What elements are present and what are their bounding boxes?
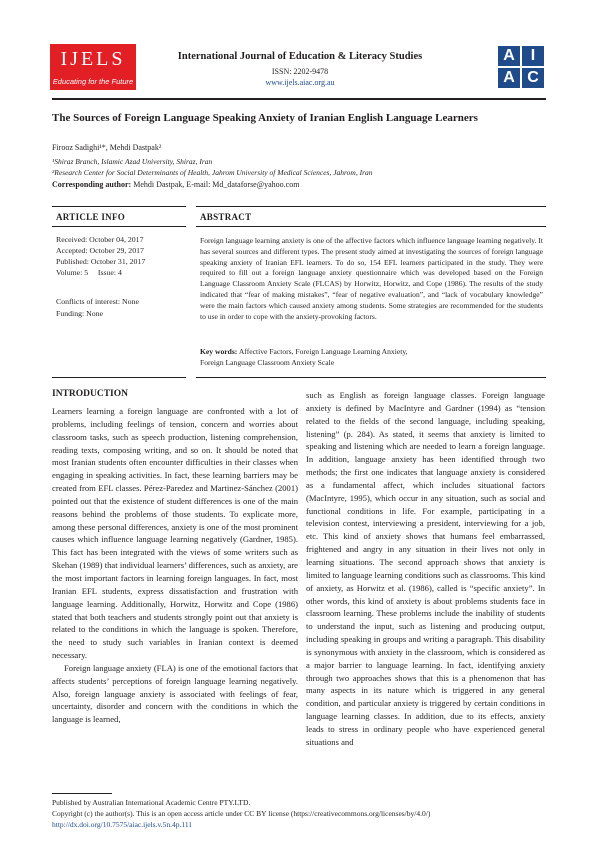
footer-doi-link[interactable]: http://dx.doi.org/10.7575/aiac.ijels.v.5n.4p.111 — [52, 820, 193, 829]
aiac-logo — [498, 46, 546, 90]
body-column-left — [52, 405, 298, 726]
volume-issue: Volume: 5 Issue: 4 — [56, 268, 122, 277]
footer-copyright: Copyright (c) the author(s). This is an open access article under CC BY license (https://creativecommons.org/licenses/by/4.0/) — [52, 809, 431, 818]
info-rule-top — [52, 206, 186, 207]
aiac-logo-letter: C — [522, 68, 544, 88]
keywords-line-2: Foreign Language Classroom Anxiety Scale — [200, 357, 335, 367]
info-rule-bottom — [52, 377, 186, 378]
footer-rule — [52, 793, 112, 794]
paper-title: The Sources of Foreign Language Speaking Anxiety of Iranian English Language Learners — [52, 112, 478, 124]
aiac-logo-letter: I — [522, 46, 544, 66]
abstract-text: Foreign language learning anxiety is one of the affective factors which influence language learning negatively. It has several sources and different types. The present study aimed at investigating the sources of foreign language speaking anxiety of Iranian EFL learners. To do so, 154 EFL learners participated in the study. They were required to fill out a foreign language anxiety questionnaire which was developed based on the Foreign Language Classroom Anxiety Scale (FLCAS) by Horwitz, Horwitz, and Cope (1986). The results of the study indicated that “fear of making mistakes”, “fear of negative evaluation”, and “lack of vocabulary knowledge” were the main factors which caused anxiety among students. Some strategies are recommended for the students to use in order to cope with the anxiety-provoking factors. — [200, 236, 543, 321]
abstract-rule-bottom — [196, 377, 546, 378]
info-rule-mid — [52, 226, 186, 227]
footer-publisher: Published by Australian International Academic Centre PTY.LTD. — [52, 798, 251, 807]
abstract-rule-top — [196, 206, 546, 207]
keywords-line-1: Affective Factors, Foreign Language Learning Anxiety, — [237, 347, 408, 356]
received-date: Received: October 04, 2017 — [56, 235, 144, 244]
keywords-label: Key words: — [200, 347, 238, 356]
funding: Funding: None — [56, 309, 103, 318]
body-column-right — [306, 389, 545, 749]
header-divider — [52, 98, 546, 100]
affiliation-1: ¹Shiraz Branch, Islamic Azad University, Shiraz, Iran — [52, 157, 213, 166]
abstract-heading: ABSTRACT — [200, 212, 252, 222]
affiliation-2: ²Research Center for Social Determinants of Health, Jahrom University of Medical Sciences, Jahrom, Iran — [52, 168, 373, 177]
aiac-logo-letter: A — [498, 46, 520, 66]
aiac-logo-letter: A — [498, 68, 520, 88]
article-info-heading: ARTICLE INFO — [56, 212, 126, 222]
published-date: Published: October 31, 2017 — [56, 257, 146, 266]
body-paragraph: Learners learning a foreign language are confronted with a lot of problems, including feelings of tension, concern and worries about classroom tasks, such as speech production, listening comprehension, reading texts, composing writing, and so on. It should be noted that most Iranian students often encounter difficulties in their classes when engaging in speaking activities. In fact, these learning barriers may be created from EFL classes. Pérez-Paredez and Martinez-Sánchez (2001) pointed out that the existence of student differences is one of the main reasons behind the problems of those students. To explicate more, among these personal differences, anxiety is one of the most prominent causes which influence language learning negatively (Gardner, 1985). This fact has been integrated with the views of some writers such as Skehan (1989) that individual learners’ differences, such as anxiety, are the most important factors in learning foreign languages. In fact, most Iranian EFL students, express dissatisfaction and frustration with language learning. Additionally, Horwitz, Horwitz and Cope (1986) stated that both teachers and students strongly point out that anxiety is related to the conditions in which the language is spoken. Therefore, the need to study such variables in Iranian context is deemed necessary. — [52, 406, 298, 661]
conflicts-of-interest: Conflicts of interest: None — [56, 297, 139, 306]
corresponding-author — [52, 180, 299, 189]
journal-website-link[interactable]: www.ijels.aiac.org.au — [265, 78, 335, 87]
body-paragraph: Foreign language anxiety (FLA) is one of the emotional factors that affects students’ perceptions of foreign language learning negatively. Also, foreign language anxiety is associated with feelings of fear, uncertainty, disorder and concern with the conditions in which the language is learned, — [52, 662, 298, 725]
introduction-heading: INTRODUCTION — [52, 389, 129, 399]
accepted-date: Accepted: October 29, 2017 — [56, 246, 144, 255]
corresponding-author-label: Corresponding author: — [52, 180, 132, 189]
body-paragraph: such as English as foreign language classes. Foreign language anxiety is defined by MacIntyre and Gardner (1994) as “tension related to the fields of the second language, including speaking, listening” (p. 284). As stated, it seems that anxiety is limited to speaking and listening which are needed to learn a foreign language. In addition, language anxiety has been identified through two methods; the first one indicates that language anxiety is considered as a fundamental affect, which includes situational factors (MacIntyre, 1995), which occur in any situation, such as social and functional conditions in life. For example, participating in a television contest, interviewing a president, interviewing for a job, etc. This kind of anxiety shows that humans feel embarrassed, frightened and angry in any situation in their lives not only in learning situations. The second approach shows that anxiety is limited to language learning conditions such as classrooms. This kind of anxiety, as Horwitz et al. (1986), called is “specific anxiety”. In other words, this kind of anxiety is about problems students face in classroom learning. These problems include the inability of students to understand the input, such as listening and producing output, including speaking in groups and writing a paragraph. This disability is synonymous with anxiety in the classroom, which is considered as a major barrier to language learning. In fact, identifying anxiety through two approaches shows that this is a phenomenon that has many aspects in its nature which is triggered in any general condition, and particular anxiety is triggered by certain conditions in language learning classes. In addition, due to its effects, anxiety leads to stress in ordinary people who have experienced general situations and — [306, 390, 545, 747]
ijels-logo-text: IJELS — [60, 48, 126, 70]
issn: ISSN: 2202-9478 — [271, 67, 329, 76]
corresponding-author-value: Mehdi Dastpak, E-mail: Md_dataforse@yahoo.com — [131, 180, 300, 189]
ijels-logo-tagline: Educating for the Future — [52, 77, 134, 86]
abstract-rule-mid — [196, 226, 546, 227]
keywords — [200, 347, 543, 369]
journal-title: International Journal of Education & Literacy Studies — [177, 51, 423, 62]
ijels-logo — [50, 44, 136, 90]
authors: Firooz Sadighi¹*, Mehdi Dastpak² — [52, 143, 162, 152]
